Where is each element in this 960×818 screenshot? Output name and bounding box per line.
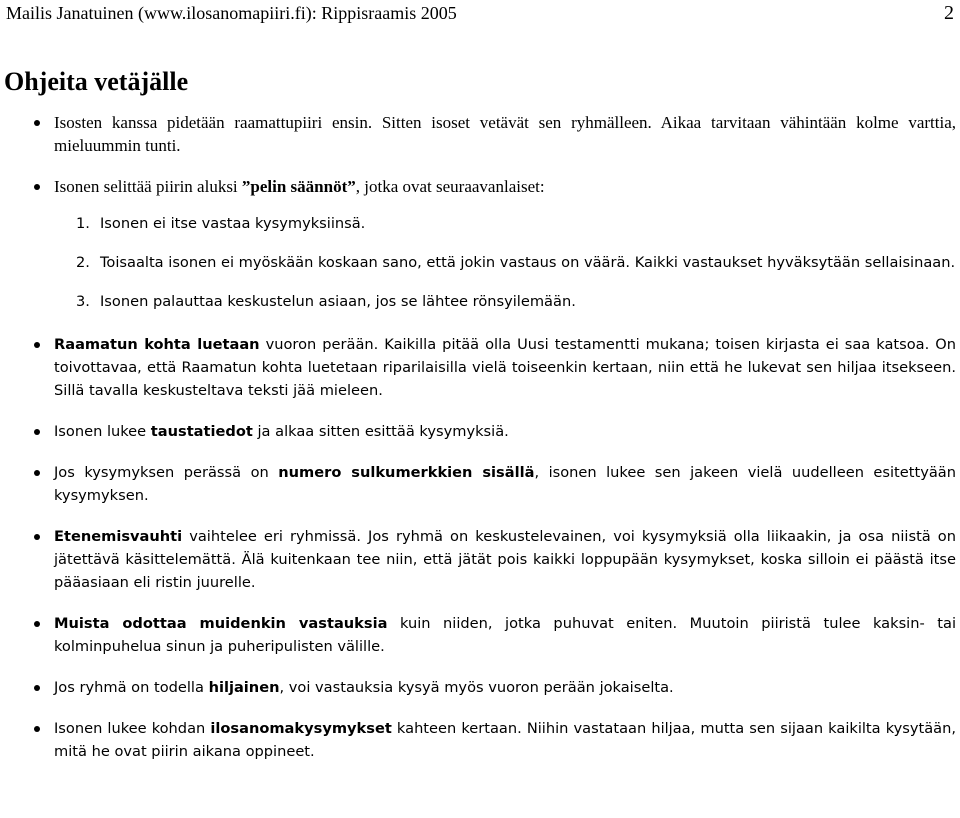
bullet-icon	[34, 120, 40, 126]
item-part: Jos kysymyksen perässä on	[54, 464, 279, 481]
rule-item	[0, 290, 960, 313]
rule-number: 2.	[76, 254, 90, 271]
list-item	[0, 420, 960, 443]
list-item	[0, 525, 960, 594]
item-part: , isonen lukee sen jakeen vielä uudelleen esitettyään kysymyksen.	[54, 464, 956, 504]
rules-list	[0, 212, 960, 313]
list-item	[0, 111, 960, 157]
bullet-icon	[34, 342, 40, 348]
item-part-bold: Raamatun kohta luetaan	[54, 336, 260, 353]
list-item	[0, 175, 960, 198]
bullet-icon	[34, 470, 40, 476]
rule-item	[0, 212, 960, 235]
item-part: kahteen kertaan. Niihin vastataan hiljaa, mutta sen sijaan kaikilta kysytään, mitä he ovat piirin aikana oppineet.	[54, 720, 956, 760]
bullet-icon	[34, 621, 40, 627]
list-item	[0, 676, 960, 699]
item-part: , voi vastauksia kysyä myös vuoron perään jokaiselta.	[279, 679, 674, 696]
list-item	[0, 612, 960, 658]
item-part: Isonen lukee	[54, 423, 151, 440]
section-title: Ohjeita vetäjälle	[4, 67, 189, 96]
page-number: 2	[944, 2, 954, 24]
item-part-bold: Muista odottaa muidenkin vastauksia	[54, 615, 388, 632]
list-item	[0, 461, 960, 507]
list-item	[0, 717, 960, 763]
item-part: Isonen lukee kohdan	[54, 720, 211, 737]
bullet-icon	[34, 726, 40, 732]
page-header	[6, 0, 954, 26]
item-part: ja alkaa sitten esittää kysymyksiä.	[252, 423, 509, 440]
bullet-icon	[34, 429, 40, 435]
rule-text: Toisaalta isonen ei myöskään koskaan sano, että jokin vastaus on väärä. Kaikki vastaukset hyväksytään sellaisinaan.	[100, 254, 956, 271]
item-part: kuin niiden, jotka puhuvat eniten. Muutoin piiristä tulee kaksin- tai kolminpuhelua sinun ja puheripulisten välille.	[54, 615, 956, 655]
rule-number: 3.	[76, 293, 90, 310]
item-part-bold: ilosanomakysymykset	[210, 720, 392, 737]
rule-item	[0, 251, 960, 274]
bullet-icon	[34, 534, 40, 540]
item-part-bold: ”pelin säännöt”	[241, 177, 356, 196]
item-part: vaihtelee eri ryhmissä. Jos ryhmä on keskustelevainen, voi kysymyksiä olla liikaakin, ja osa niistä on jätettävä käsittelemättä. Älä kuitenkaan tee niin, että jätät pois kaikki loppupään kysymykset, koska silloin ei päästä itse pääasiaan eli ristin juurelle.	[54, 528, 956, 591]
instruction-list	[0, 111, 960, 763]
item-part: Jos ryhmä on todella	[54, 679, 209, 696]
item-part: Isonen selittää piirin aluksi	[54, 177, 242, 196]
item-part-bold: Etenemisvauhti	[54, 528, 183, 545]
item-part: vuoron perään. Kaikilla pitää olla Uusi testamentti mukana; toisen kirjasta ei saa katsoa. On toivottavaa, että Raamatun kohta luetetaan riparilaisilla vielä toiseenkin kertaan, niin että he lukevat sen hiljaa itsekseen. Sillä tavalla keskusteltava teksti jää mieleen.	[54, 336, 956, 399]
item-part: , jotka ovat seuraavanlaiset:	[355, 177, 545, 196]
rule-number: 1.	[76, 215, 90, 232]
item-part-bold: numero sulkumerkkien sisällä	[278, 464, 535, 481]
item-part: Isosten kanssa pidetään raamattupiiri ensin. Sitten isoset vetävät sen ryhmälleen. Aikaa tarvitaan vähintään kolme varttia, mieluummin tunti.	[54, 113, 956, 155]
bullet-icon	[34, 685, 40, 691]
list-item	[0, 333, 960, 402]
item-part-bold: taustatiedot	[150, 423, 253, 440]
rule-text: Isonen ei itse vastaa kysymyksiinsä.	[100, 215, 366, 232]
running-title: Mailis Janatuinen (www.ilosanomapiiri.fi): Rippisraamis 2005	[6, 3, 457, 23]
bullet-icon	[34, 184, 40, 190]
item-part-bold: hiljainen	[208, 679, 280, 696]
rule-text: Isonen palauttaa keskustelun asiaan, jos se lähtee rönsyilemään.	[100, 293, 576, 310]
